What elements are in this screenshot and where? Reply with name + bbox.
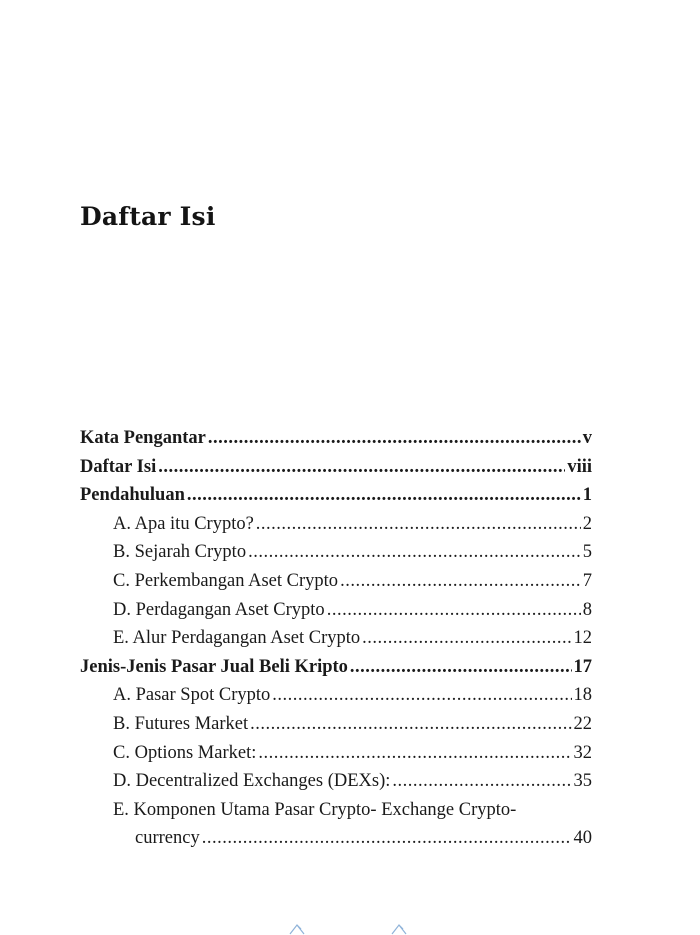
dot-leader: [258, 739, 571, 768]
toc-entry-options-market[interactable]: [80, 739, 592, 768]
dot-leader: [272, 681, 571, 710]
toc-entry-title: B. Futures Market: [113, 713, 249, 734]
toc-entry-title: B. Sejarah Crypto: [113, 542, 247, 563]
toc-entry-title: Jenis-Jenis Pasar Jual Beli Kripto: [80, 656, 348, 677]
dot-leader: [340, 567, 581, 596]
toc-entry-apa-itu-crypto[interactable]: [80, 510, 592, 539]
toc-entry-page: 8: [582, 599, 592, 620]
toc-entry-page: 35: [573, 771, 592, 792]
toc-entry-pasar-spot-crypto[interactable]: [80, 681, 592, 710]
toc-entry-page: v: [582, 428, 592, 448]
toc-entry-daftar-isi[interactable]: [80, 453, 592, 482]
dot-leader: [187, 481, 581, 510]
toc-entry-page: 18: [573, 685, 592, 706]
dot-leader: [362, 624, 571, 653]
toc-entry-perdagangan-aset-crypto[interactable]: [80, 596, 592, 625]
dot-leader: [327, 596, 581, 625]
toc-entry-pendahuluan[interactable]: [80, 481, 592, 510]
toc-entry-komponen-utama[interactable]: [80, 796, 592, 853]
toc-entry-title: Kata Pengantar: [80, 428, 206, 448]
toc-entry-page: 32: [573, 742, 592, 763]
toc-entry-title: Daftar Isi: [80, 456, 157, 477]
toc-entry-page: 1: [582, 485, 592, 506]
toc-entry-sejarah-crypto[interactable]: [80, 538, 592, 567]
toc-entry-title: A. Apa itu Crypto?: [113, 513, 254, 534]
dot-leader: [208, 424, 581, 453]
toc-entry-title: D. Decentralized Exchanges (DEXs):: [113, 771, 391, 792]
toc-entry-jenis-jenis-pasar[interactable]: [80, 653, 592, 682]
toc-entry-perkembangan-aset-crypto[interactable]: [80, 567, 592, 596]
toc-entry-page: viii: [567, 456, 592, 477]
toc-entry-page: 17: [573, 656, 592, 677]
toc-entry-futures-market[interactable]: [80, 710, 592, 739]
toc-entry-page: 2: [582, 513, 592, 534]
dot-leader: [392, 767, 571, 796]
toc-entry-title: Pendahuluan: [80, 485, 185, 506]
toc-entry-title: C. Options Market:: [113, 742, 257, 763]
dot-leader: [256, 510, 581, 539]
toc-entry-page: 7: [582, 570, 592, 591]
toc-entry-continuation: [113, 824, 592, 853]
page-title: Daftar Isi: [80, 202, 216, 231]
toc-entry-title-line2: currency: [135, 828, 200, 849]
toc-entry-page: 40: [573, 828, 592, 849]
dot-leader: [250, 710, 571, 739]
toc-entry-title: A. Pasar Spot Crypto: [113, 685, 271, 706]
toc-entry-kata-pengantar[interactable]: [80, 424, 592, 453]
dot-leader: [158, 453, 565, 482]
table-of-contents: [80, 424, 592, 853]
toc-entry-page: 22: [573, 713, 592, 734]
toc-entry-page: 12: [573, 628, 592, 649]
dot-leader: [202, 824, 572, 853]
dot-leader: [350, 653, 572, 682]
toc-entry-decentralized-exchanges[interactable]: [80, 767, 592, 796]
toc-entry-alur-perdagangan-aset-crypto[interactable]: [80, 624, 592, 653]
dot-leader: [248, 538, 581, 567]
toc-entry-title: C. Perkembangan Aset Crypto: [113, 570, 339, 591]
toc-entry-title-line1: E. Komponen Utama Pasar Crypto- Exchange Crypto-: [113, 799, 517, 820]
toc-entry-title: E. Alur Perdagangan Aset Crypto: [113, 628, 361, 649]
toc-entry-page: 5: [582, 542, 592, 563]
toc-entry-title: D. Perdagangan Aset Crypto: [113, 599, 325, 620]
